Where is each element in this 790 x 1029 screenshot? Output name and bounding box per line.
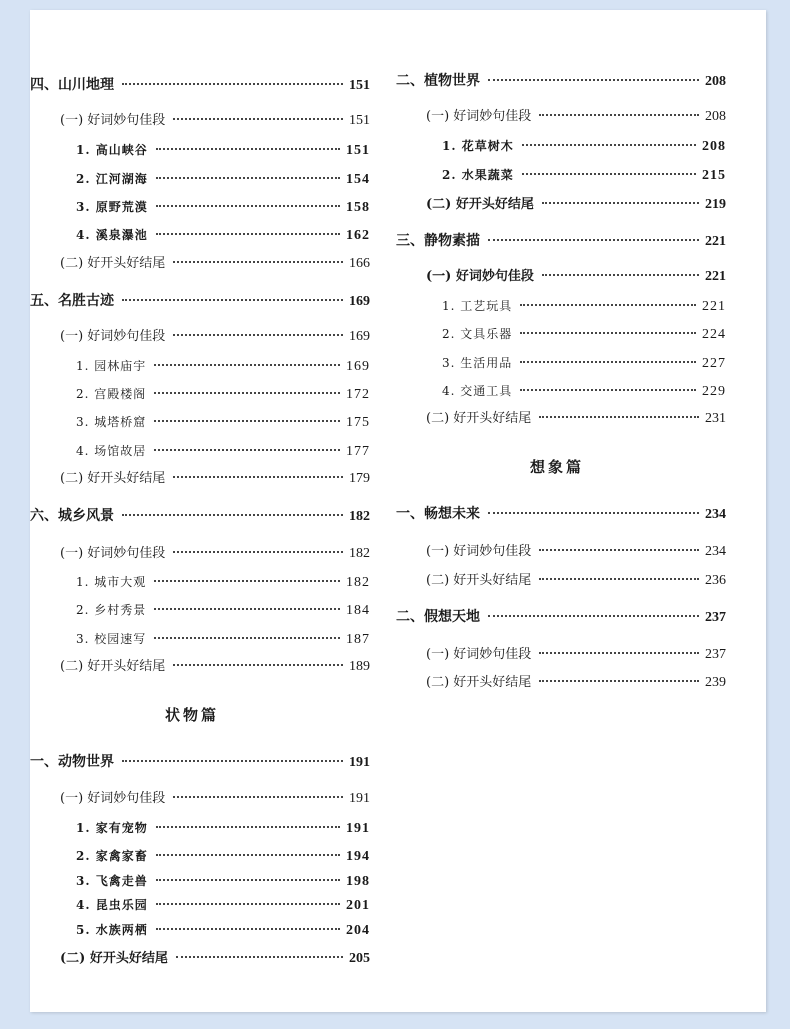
dot-leader [156, 177, 340, 179]
dot-leader [154, 637, 340, 639]
toc-item[interactable] [30, 170, 370, 189]
toc-subsection[interactable] [30, 112, 370, 130]
toc-entry-label: (二) 好开头好结尾 [426, 675, 532, 690]
toc-item[interactable] [30, 385, 370, 404]
dot-leader [122, 83, 343, 85]
toc-page-number: 182 [346, 575, 370, 590]
toc-entry-label: 4. 溪泉瀑池 [76, 228, 148, 242]
dot-leader [122, 760, 343, 762]
toc-page-number: 191 [346, 821, 370, 836]
toc-subsection[interactable] [396, 196, 726, 214]
dot-leader [156, 826, 340, 828]
dot-leader [520, 332, 696, 334]
toc-chapter[interactable] [30, 292, 370, 311]
dot-leader [154, 420, 340, 422]
dot-leader [156, 148, 340, 150]
toc-chapter[interactable] [396, 232, 726, 251]
toc-item[interactable] [396, 382, 726, 401]
toc-entry-label: 1. 工艺玩具 [442, 299, 513, 313]
toc-entry-label: 五、名胜古迹 [30, 293, 114, 309]
toc-page-number: 234 [705, 544, 726, 559]
dot-leader [539, 549, 699, 551]
toc-entry-label: 三、静物素描 [396, 233, 480, 249]
toc-page-number: 229 [702, 384, 726, 399]
dot-leader [539, 680, 699, 682]
toc-entry-label: 2. 乡村秀景 [76, 603, 147, 617]
toc-page-number: 177 [346, 444, 370, 459]
dot-leader [520, 304, 696, 306]
toc-page-number: 187 [346, 632, 370, 647]
dot-leader [154, 392, 340, 394]
toc-page-number: 221 [705, 234, 726, 249]
toc-entry-label: (一) 好词妙句佳段 [60, 546, 166, 561]
section-heading: 状物篇 [165, 706, 220, 724]
toc-entry-label: 1. 花草树木 [442, 139, 514, 153]
toc-page-number: 219 [705, 197, 726, 212]
dot-leader [173, 118, 343, 120]
toc-item[interactable] [30, 413, 370, 432]
toc-page-number: 169 [346, 359, 370, 374]
dot-leader [173, 476, 343, 478]
toc-page-number: 166 [349, 256, 370, 271]
toc-entry-label: 1. 高山峡谷 [76, 143, 148, 157]
toc-page-number: 151 [349, 113, 370, 128]
toc-subsection[interactable] [396, 646, 726, 664]
toc-page-number: 237 [705, 610, 726, 625]
toc-entry-label: (二) 好开头好结尾 [60, 659, 166, 674]
toc-page-number: 234 [705, 507, 726, 522]
toc-item[interactable] [30, 141, 370, 160]
toc-item[interactable] [396, 325, 726, 344]
toc-entry-label: 3. 城塔桥窟 [76, 415, 147, 429]
dot-leader [173, 551, 343, 553]
toc-subsection[interactable] [30, 545, 370, 563]
toc-entry-label: 3. 生活用品 [442, 356, 513, 370]
toc-page-number: 182 [349, 546, 370, 561]
toc-page-number: 182 [349, 509, 370, 524]
toc-page-number: 184 [346, 603, 370, 618]
dot-leader [154, 580, 340, 582]
toc-item[interactable] [30, 896, 370, 915]
toc-subsection[interactable] [30, 328, 370, 346]
toc-entry-label: 四、山川地理 [30, 77, 114, 93]
toc-entry-label: (二) 好开头好结尾 [426, 573, 532, 588]
toc-chapter[interactable] [396, 608, 726, 627]
toc-page-number: 224 [702, 327, 726, 342]
toc-subsection[interactable] [396, 543, 726, 561]
toc-page-number: 179 [349, 471, 370, 486]
toc-entry-label: (一) 好词妙句佳段 [60, 113, 166, 128]
toc-entry-label: 3. 原野荒漠 [76, 200, 148, 214]
toc-subsection[interactable] [396, 268, 726, 286]
dot-leader [156, 233, 340, 235]
toc-entry-label: (二) 好开头好结尾 [426, 197, 534, 212]
toc-entry-label: (二) 好开头好结尾 [60, 951, 168, 966]
toc-entry-label: (二) 好开头好结尾 [426, 411, 532, 426]
toc-subsection[interactable] [30, 658, 370, 676]
toc-entry-label: 4. 昆虫乐园 [76, 898, 148, 912]
toc-entry-label: (一) 好词妙句佳段 [426, 647, 532, 662]
toc-page-number: 221 [702, 299, 726, 314]
toc-item[interactable] [30, 198, 370, 217]
toc-item[interactable] [30, 872, 370, 891]
dot-leader [522, 144, 696, 146]
toc-subsection[interactable] [396, 674, 726, 692]
toc-item[interactable] [30, 442, 370, 461]
toc-page-number: 151 [349, 78, 370, 93]
toc-page-number: 158 [346, 200, 370, 215]
dot-leader [542, 202, 699, 204]
toc-page-number: 151 [346, 143, 370, 158]
toc-item[interactable] [30, 226, 370, 245]
toc-item[interactable] [396, 166, 726, 185]
dot-leader [154, 364, 340, 366]
toc-item[interactable] [30, 357, 370, 376]
toc-entry-label: (一) 好词妙句佳段 [426, 269, 534, 284]
toc-page-number: 204 [346, 923, 370, 938]
dot-leader [520, 389, 696, 391]
toc-chapter[interactable] [30, 753, 370, 772]
toc-page-number: 227 [702, 356, 726, 371]
toc-page-number: 189 [349, 659, 370, 674]
toc-page-number: 169 [349, 294, 370, 309]
toc-subsection[interactable] [30, 255, 370, 273]
toc-chapter[interactable] [30, 507, 370, 526]
toc-entry-label: 2. 家禽家畜 [76, 849, 148, 863]
toc-entry-label: 3. 校园速写 [76, 632, 147, 646]
dot-leader [156, 854, 340, 856]
toc-subsection[interactable] [30, 950, 370, 968]
toc-entry-label: 一、畅想未来 [396, 506, 480, 522]
dot-leader [542, 274, 699, 276]
toc-item[interactable] [30, 819, 370, 838]
toc-page-number: 239 [705, 675, 726, 690]
toc-entry-label: (一) 好词妙句佳段 [426, 544, 532, 559]
toc-page-number: 236 [705, 573, 726, 588]
toc-entry-label: 1. 家有宠物 [76, 821, 148, 835]
toc-entry-label: 3. 飞禽走兽 [76, 874, 148, 888]
dot-leader [176, 956, 343, 958]
dot-leader [173, 796, 343, 798]
toc-chapter[interactable] [396, 72, 726, 91]
toc-item[interactable] [30, 630, 370, 649]
dot-leader [488, 239, 699, 241]
toc-item[interactable] [30, 573, 370, 592]
toc-entry-label: (一) 好词妙句佳段 [60, 791, 166, 806]
dot-leader [156, 928, 340, 930]
toc-page-number: 208 [705, 109, 726, 124]
toc-subsection[interactable] [396, 410, 726, 428]
toc-page-number: 215 [702, 168, 726, 183]
toc-item[interactable] [396, 137, 726, 156]
toc-entry-label: 二、假想天地 [396, 609, 480, 625]
dot-leader [173, 261, 343, 263]
toc-subsection[interactable] [30, 470, 370, 488]
toc-chapter[interactable] [396, 505, 726, 524]
dot-leader [488, 512, 699, 514]
toc-entry-label: 2. 江河湖海 [76, 172, 148, 186]
dot-leader [539, 114, 699, 116]
dot-leader [488, 615, 699, 617]
toc-entry-label: 2. 宫殿楼阁 [76, 387, 147, 401]
toc-entry-label: 5. 水族两栖 [76, 923, 148, 937]
toc-page-number: 172 [346, 387, 370, 402]
toc-page [30, 10, 766, 1012]
dot-leader [156, 205, 340, 207]
dot-leader [122, 299, 343, 301]
dot-leader [539, 578, 699, 580]
toc-entry-label: (二) 好开头好结尾 [60, 471, 166, 486]
toc-subsection[interactable] [30, 790, 370, 808]
dot-leader [173, 334, 343, 336]
toc-page-number: 201 [346, 898, 370, 913]
toc-page-number: 194 [346, 849, 370, 864]
toc-entry-label: 1. 园林庙宇 [76, 359, 147, 373]
dot-leader [488, 79, 699, 81]
toc-subsection[interactable] [396, 572, 726, 590]
dot-leader [154, 608, 340, 610]
toc-page-number: 191 [349, 755, 370, 770]
toc-page-number: 198 [346, 874, 370, 889]
dot-leader [156, 903, 340, 905]
dot-leader [173, 664, 343, 666]
toc-page-number: 231 [705, 411, 726, 426]
toc-entry-label: (一) 好词妙句佳段 [426, 109, 532, 124]
toc-entry-label: (一) 好词妙句佳段 [60, 329, 166, 344]
section-heading: 想象篇 [530, 458, 585, 476]
toc-item[interactable] [30, 847, 370, 866]
toc-page-number: 154 [346, 172, 370, 187]
toc-entry-label: 2. 文具乐器 [442, 327, 513, 341]
toc-page-number: 169 [349, 329, 370, 344]
toc-item[interactable] [396, 354, 726, 373]
toc-item[interactable] [30, 601, 370, 620]
toc-page-number: 208 [702, 139, 726, 154]
dot-leader [122, 514, 343, 516]
toc-page-number: 191 [349, 791, 370, 806]
toc-page-number: 221 [705, 269, 726, 284]
dot-leader [520, 361, 696, 363]
toc-item[interactable] [396, 297, 726, 316]
toc-entry-label: 1. 城市大观 [76, 575, 147, 589]
toc-entry-label: 二、植物世界 [396, 73, 480, 89]
toc-page-number: 162 [346, 228, 370, 243]
dot-leader [539, 416, 699, 418]
toc-page-number: 175 [346, 415, 370, 430]
toc-entry-label: 2. 水果蔬菜 [442, 168, 514, 182]
toc-item[interactable] [30, 921, 370, 940]
dot-leader [154, 449, 340, 451]
toc-page-number: 237 [705, 647, 726, 662]
toc-entry-label: 4. 交通工具 [442, 384, 513, 398]
toc-chapter[interactable] [30, 76, 370, 95]
dot-leader [522, 173, 696, 175]
toc-subsection[interactable] [396, 108, 726, 126]
toc-entry-label: 一、动物世界 [30, 754, 114, 770]
toc-entry-label: (二) 好开头好结尾 [60, 256, 166, 271]
toc-entry-label: 4. 场馆故居 [76, 444, 147, 458]
toc-page-number: 205 [349, 951, 370, 966]
dot-leader [539, 652, 699, 654]
toc-entry-label: 六、城乡风景 [30, 508, 114, 524]
toc-page-number: 208 [705, 74, 726, 89]
dot-leader [156, 879, 340, 881]
